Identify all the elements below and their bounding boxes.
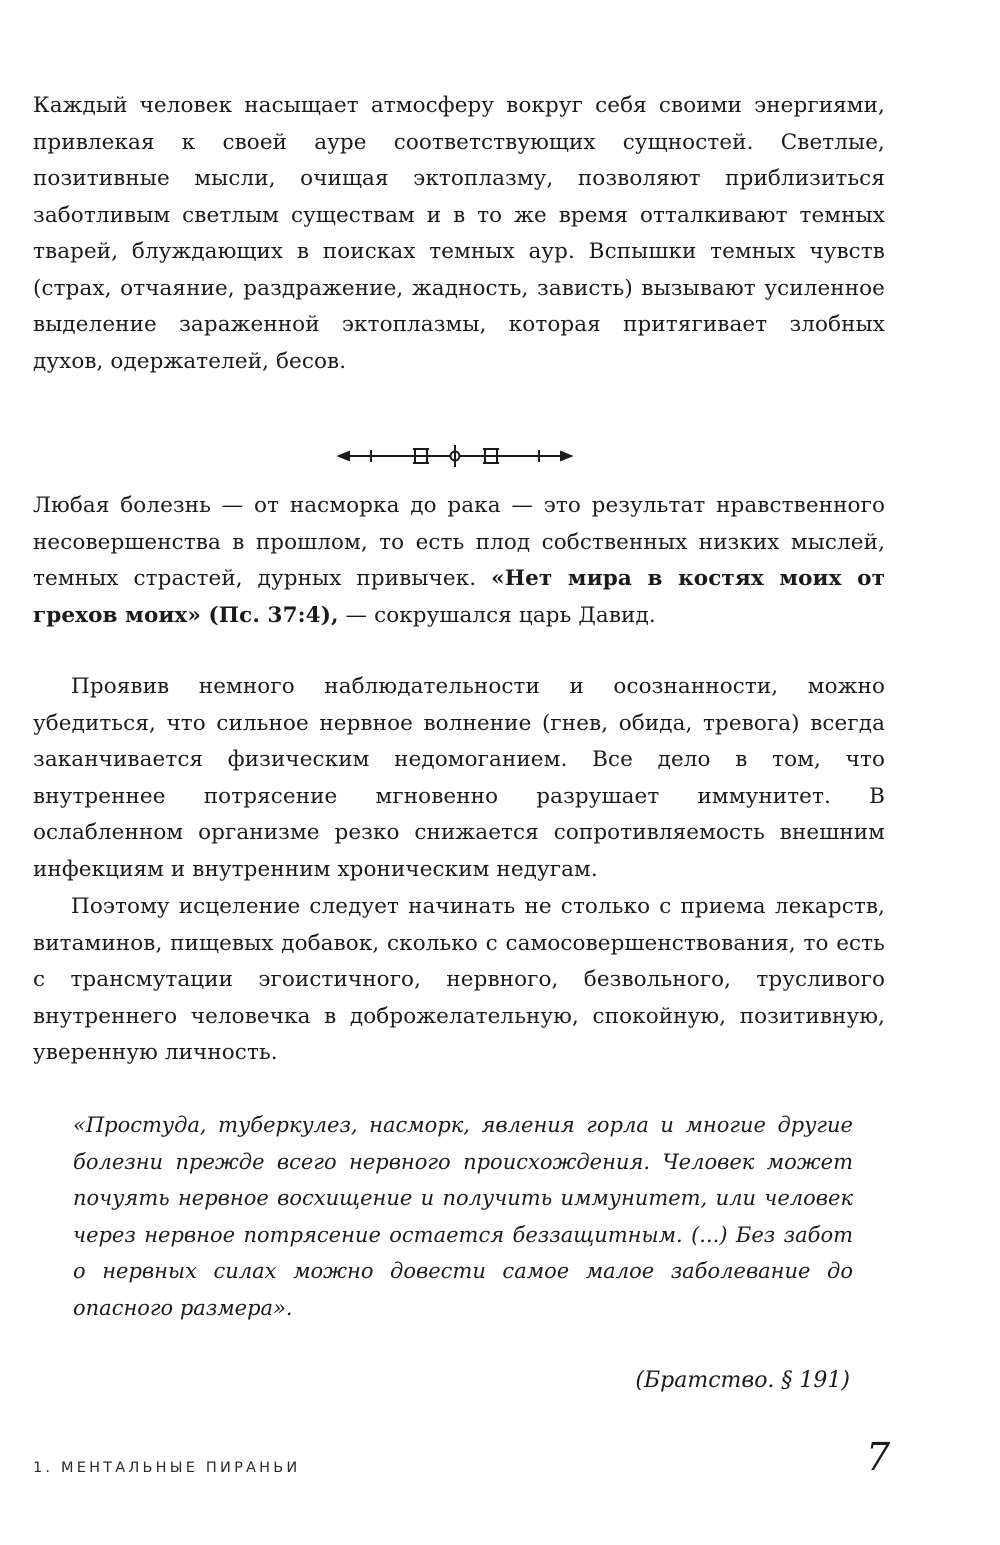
paragraph-3	[33, 669, 885, 888]
bible-quote: «Нет мира в костях моих от грехов моих» (Пс. 37:4),	[33, 566, 885, 628]
ornament-left-arrow	[339, 452, 349, 460]
paragraph-2-text: Любая болезнь — от насморка до рака — это результат нравственного несовершенства в прошлом, то есть плод собственных низких мыслей, темных страстей, дурных привычек.	[33, 493, 885, 591]
quote-source: (Братство. § 191)	[635, 1368, 850, 1393]
paragraph-1-text: Каждый человек насыщает атмосферу вокруг себя своими энергиями, привлекая к своей ауре соответствующих сущностей. Светлые, позитивные мысли, очищая эктоплазму, позволяют приблизиться заботливым светлым существам и в то же время отталкивают темных тварей, блуждающих в поисках темных аур. Вспышки темных чувств (страх, отчаяние, раздражение, жадность, зависть) вызывают усиленное выделение зараженной эктоплазмы, которая притягивает злобных духов, одержателей, бесов.	[33, 93, 885, 374]
paragraph-1	[33, 88, 885, 380]
running-footer-chapter: 1. МЕНТАЛЬНЫЕ ПИРАНЬИ	[33, 1460, 301, 1476]
paragraph-4-text: Поэтому исцеление следует начинать не столько с приема лекарств, витаминов, пищевых добавок, сколько с самосовершенствования, то есть с трансмутации эгоистичного, нервного, безвольного, трусливого внутреннего человечка в доброжелательную, спокойную, позитивную, уверенную личность.	[33, 894, 885, 1065]
page-number: 7	[866, 1435, 891, 1479]
paragraph-4	[33, 889, 885, 1072]
paragraph-3-text: Проявив немного наблюдательности и осознанности, можно убедиться, что сильное нервное волнение (гнев, обида, тревога) всегда заканчивается физическим недомоганием. Все дело в том, что внутреннее потрясение мгновенно разрушает иммунитет. В ослабленном организме резко снижается сопротивляемость внешним инфекциям и внутренним хроническим недугам.	[33, 674, 885, 882]
ornament-right-arrow	[561, 452, 571, 460]
paragraph-2	[33, 488, 885, 634]
paragraph-2-end: — сокрушался царь Давид.	[345, 602, 656, 628]
ornament-divider	[335, 440, 575, 470]
epigraph-quote: «Простуда, туберкулез, насморк, явления горла и многие другие болезни прежде всего нервного происхождения. Человек может почуять нервное восхищение и получить иммунитет, или человек через нервное потрясение остается беззащитным. (...) Без забот о нервных силах можно довести самое малое заболевание до опасного размера».	[73, 1113, 853, 1320]
